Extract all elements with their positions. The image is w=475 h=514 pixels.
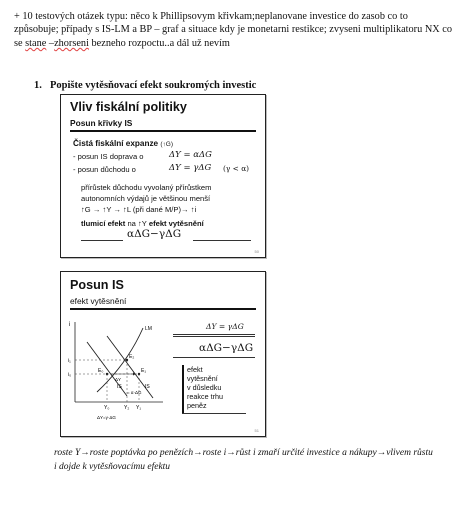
slide-subtitle: efekt vytěsnění bbox=[70, 296, 127, 306]
question-heading bbox=[34, 80, 256, 91]
is-lm-graph bbox=[67, 318, 167, 422]
label-y-axis: i bbox=[69, 322, 71, 328]
slide-title: Posun IS bbox=[70, 278, 124, 292]
effect-bracket bbox=[182, 365, 184, 413]
expansion-heading: Čistá fiskální expanze (↑G) bbox=[73, 139, 174, 148]
formula-underline-right bbox=[193, 240, 251, 241]
intro-text-2: bezneho rozpoctu..a dál už nevím bbox=[88, 37, 230, 49]
intro-text-1: + 10 testových otázek typu: něco k Phillipsovym křivkam;neplanovane investice do zasob co to způsobuje; případy s IS-LM a BP – graf a situace kdy je monetarni restikce; zvyseni multiplikatoru NX co se bbox=[14, 11, 452, 49]
slide-page-number: 51 bbox=[254, 428, 259, 433]
label-y1: Y₁ bbox=[136, 405, 142, 411]
label-lm: LM bbox=[145, 326, 152, 332]
damping-line: tlumicí efekt na ↑Y efekt vytěsnění bbox=[81, 219, 204, 228]
point-e0 bbox=[106, 373, 108, 375]
point-e1 bbox=[138, 373, 140, 375]
para-line-1: přírůstek důchodu vyvolaný přírůstkem bbox=[81, 183, 212, 192]
row-is-shift: - posun IS doprava o bbox=[73, 152, 144, 161]
formula-underline-left bbox=[81, 240, 123, 241]
crowding-out-formula: αΔG−γΔG bbox=[127, 228, 182, 240]
label-y0: Y₀ bbox=[104, 405, 110, 411]
point-e2 bbox=[126, 359, 128, 361]
slide-title: Vliv fiskální politiky bbox=[70, 100, 187, 114]
para-line-3: ↑G → ↑Y → ↑L (při dané M/P)→ ↑i bbox=[81, 205, 197, 214]
gamma-alpha-note: (γ < α) bbox=[223, 164, 250, 173]
slide-fiscal-policy bbox=[60, 94, 266, 258]
question-number: 1. bbox=[34, 80, 42, 91]
label-e1: E₁ bbox=[141, 368, 147, 374]
label-delta-y: ΔY bbox=[115, 377, 122, 382]
formula-top-rule bbox=[173, 334, 255, 335]
label-bottom: ΔY=γ·ΔG bbox=[97, 415, 116, 420]
misspelled-word: zhorseni bbox=[54, 37, 89, 49]
formula-is-shift: ΔY = αΔG bbox=[169, 150, 212, 160]
slide-subtitle: Posun křivky IS bbox=[70, 118, 133, 128]
label-alpha-dg: = α·ΔG bbox=[127, 390, 142, 395]
label-i1: i₁ bbox=[68, 358, 71, 364]
formula-top: ΔY = γΔG bbox=[206, 322, 244, 331]
formula-mid-rule bbox=[173, 357, 255, 358]
title-rule bbox=[70, 130, 256, 132]
label-e0: E₀ bbox=[98, 368, 104, 374]
label-i0: i₀ bbox=[68, 372, 72, 378]
label-y2: Y₂ bbox=[124, 405, 130, 411]
formula-income-shift: ΔY = γΔG bbox=[169, 163, 212, 173]
slide-page-number: 50 bbox=[254, 249, 259, 254]
intro-paragraph bbox=[14, 10, 454, 50]
effect-label: efekt vytěsnění v důsledku reakce trhu peněz bbox=[187, 365, 223, 410]
label-is0: IS bbox=[117, 384, 122, 390]
intro-dash: – bbox=[46, 37, 55, 49]
para-line-2: autonomních výdajů je většinou menší bbox=[81, 194, 211, 203]
formula-top-rule-2 bbox=[173, 336, 255, 337]
question-text: Popište vytěsňovací efekt soukromých investic bbox=[50, 80, 257, 91]
misspelled-word: stane bbox=[25, 37, 47, 49]
label-e2: E₂ bbox=[129, 354, 135, 360]
slide-is-shift bbox=[60, 271, 266, 437]
formula-mid: αΔG−γΔG bbox=[199, 342, 254, 354]
row-income-shift: - posun důchodu o bbox=[73, 165, 136, 174]
title-rule bbox=[70, 308, 256, 310]
conclusion-text: roste Y→roste poptávka po penězích→roste i→růst i zmaří určité investice a nákupy→vlivem růstu i dojde k vytěsňovacímu efektu bbox=[54, 448, 433, 472]
effect-bottom-rule bbox=[182, 413, 246, 414]
label-is1: IS bbox=[145, 384, 150, 390]
